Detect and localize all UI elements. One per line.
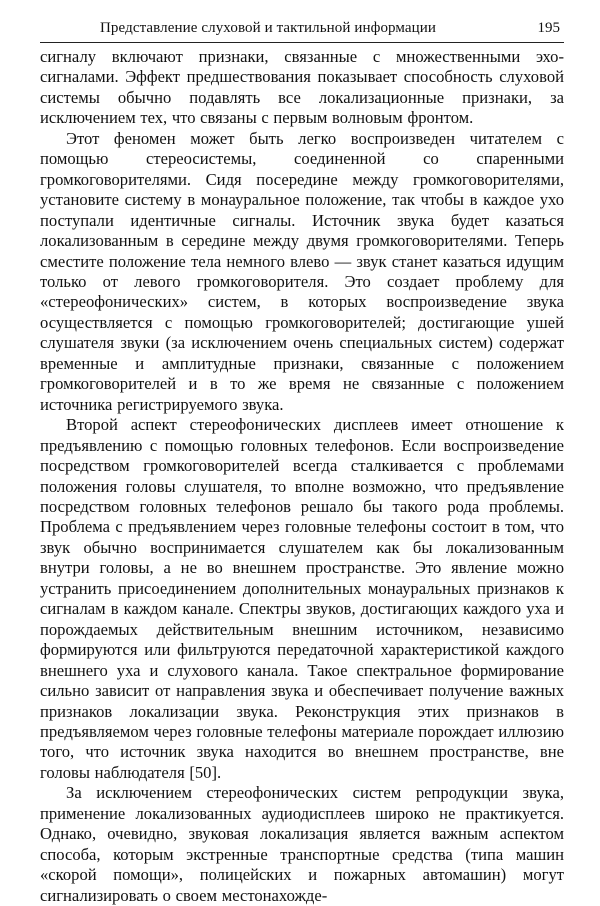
paragraph-3: Второй аспект стереофонических дисплеев имеет отношение к предъявлению с помощью головных телефонов. Если воспроизведение посредством громкоговорителей всегда сталкивается с проблемами положения головы слушателя, то вполне возможно, что предъявление посредством головных телефонов решало бы такого рода проблемы. Проблема с предъявлением через головные телефоны состоит в том, что звук обычно воспринимается слушателем как бы локализованным внутри головы, а не во внешнем пространстве. Это явление можно устранить присоединением дополнительных монауральных признаков к сигналам в каждом канале. Спектры звуков, достигающих каждого уха и порождаемых действительным внешним источником, независимо формируются или фильтруются передаточной характеристикой каждого внешнего уха и слухового канала. Такое спектральное формирование сильно зависит от направления звука и обеспечивает получение важных признаков локализации звука. Реконструкция этих признаков в предъявляемом через головные телефоны материале порождает иллюзию того, что источник звука находится во внешнем пространстве, вне головы наблюдателя [50]. <box>40 415 564 782</box>
running-header-title: Представление слуховой и тактильной информации <box>100 20 437 36</box>
page-body <box>40 47 564 906</box>
page-number: 195 <box>537 20 560 36</box>
paragraph-4: За исключением стереофонических систем репродукции звука, применение локализованных аудиодисплеев широко не практикуется. Однако, очевидно, звуковая локализация является важным аспектом способа, которым экстренные транспортные средства (типа машин «скорой помощи», полицейских и пожарных автомашин) могут сигнализировать о своем местонахожде- <box>40 783 564 905</box>
paragraph-1: сигналу включают признаки, связанные с множественными эхо-сигналами. Эффект предшествования показывает способность слуховой системы обычно подавлять все локализационные признаки, за исключением тех, что связаны с первым волновым фронтом. <box>40 47 564 128</box>
running-header <box>40 18 564 43</box>
book-page <box>40 18 564 906</box>
paragraph-2: Этот феномен может быть легко воспроизведен читателем с помощью стереосистемы, соединенной со спаренными громкоговорителями. Сидя посередине между громкоговорителями, установите систему в монауральное положение, так чтобы в каждое ухо поступали идентичные сигналы. Источник звука будет казаться локализованным в середине между двумя громкоговорителями. Теперь сместите положение тела немного влево — звук станет казаться идущим только от левого громкоговорителя. Это создает проблему для «стереофонических» систем, в которых воспроизведение звука осуществляется с помощью громкоговорителей; достигающие ушей слушателя звуки (за исключением очень специальных систем) содержат временные и амплитудные признаки, связанные с положением громкоговорителей и в то же время не связанные с положением источника регистрируемого звука. <box>40 128 564 414</box>
